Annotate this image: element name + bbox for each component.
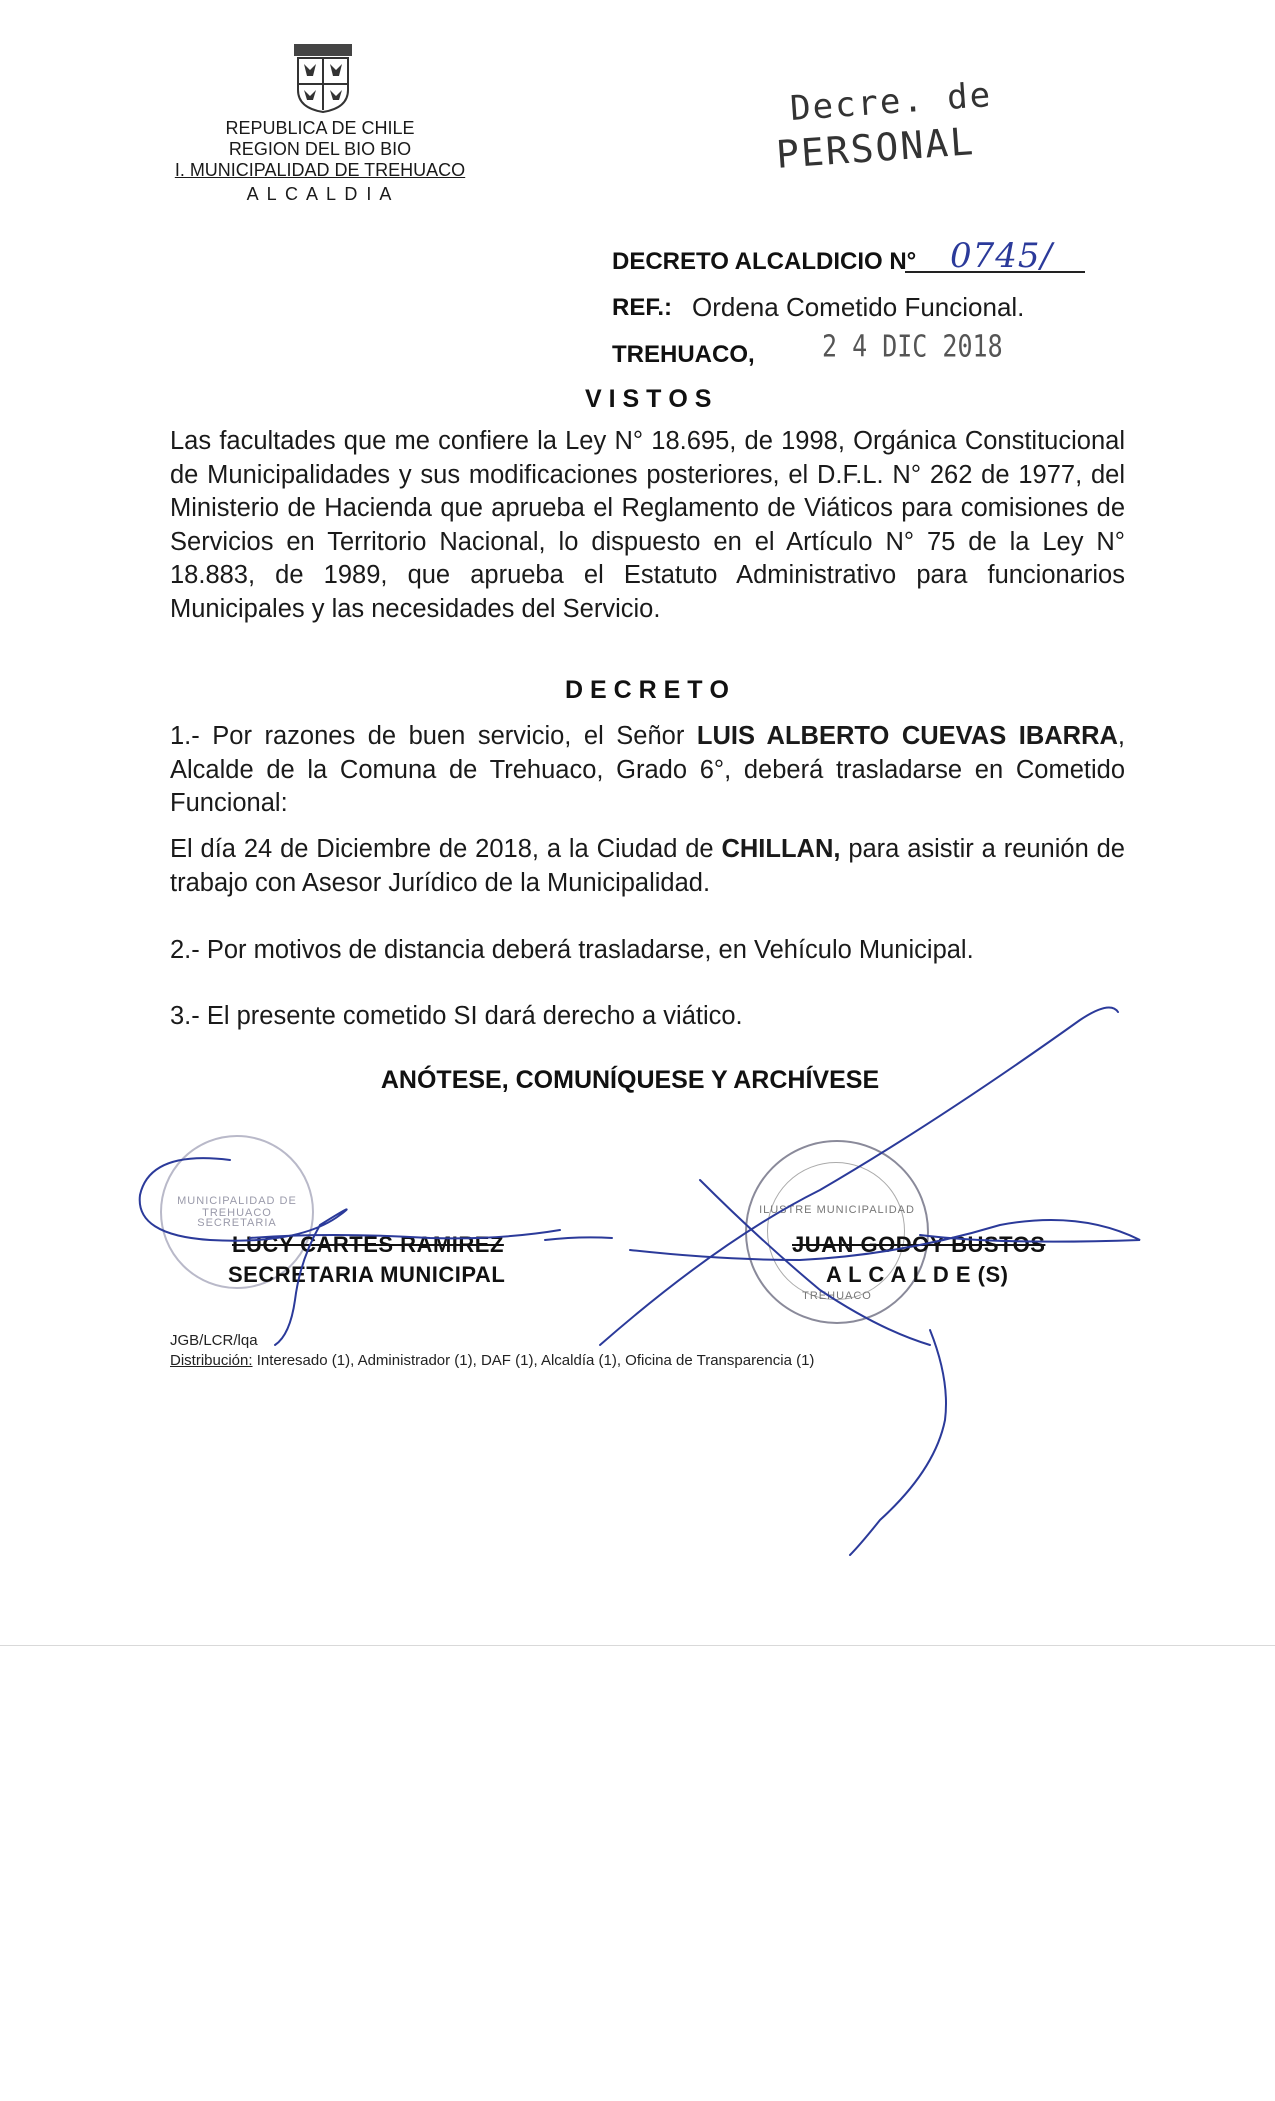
left-seal-text: MUNICIPALIDAD DE TREHUACO: [177, 1195, 297, 1219]
initials: JGB/LCR/lqa: [170, 1332, 258, 1349]
destination-city: CHILLAN,: [721, 835, 841, 863]
stamp-decree-type-line1: Decre. de: [788, 74, 994, 130]
letterhead-country: REPUBLICA DE CHILE: [225, 118, 415, 138]
place-label: TREHUACO,: [612, 341, 755, 368]
coat-of-arms-icon: [290, 42, 356, 114]
letterhead-region: REGION DEL BIO BIO: [228, 139, 412, 159]
ref-text: Ordena Cometido Funcional.: [692, 292, 1025, 322]
letterhead-office: A L C A L D I A: [246, 184, 394, 204]
official-name: LUIS ALBERTO CUEVAS IBARRA: [696, 722, 1118, 750]
decreto-item-3: 3.- El presente cometido SI dará derecho a viático.: [170, 1002, 743, 1030]
blank-margin: [0, 1645, 1275, 2101]
detail-rest: para asistir a reunión de trabajo con Asesor Jurídico de la Municipalidad.: [170, 835, 1125, 897]
decreto-item-1: [170, 720, 1125, 821]
detail-lead: El día 24 de Diciembre de 2018, a la Ciudad de: [170, 835, 722, 863]
decreto-item-1-lead: 1.- Por razones de buen servicio, el Señor: [170, 722, 697, 750]
right-signatory-name: JUAN GODOY BUSTOS: [792, 1232, 1046, 1257]
left-signatory-name: LUCY CARTES RAMIREZ: [232, 1232, 504, 1257]
left-seal-inner: SECRETARIA: [197, 1217, 277, 1229]
decreto-item-1-detail: [170, 833, 1125, 900]
distribution: [170, 1352, 1130, 1369]
decreto-item-2: 2.- Por motivos de distancia deberá trasladarse, en Vehículo Municipal.: [170, 936, 974, 964]
right-seal-bottom-text: TREHUACO: [802, 1290, 872, 1302]
letterhead-municipality: I. MUNICIPALIDAD DE TREHUACO: [174, 160, 466, 180]
date-stamp: 2 4 DIC 2018: [822, 329, 1003, 364]
right-signatory-title: A L C A L D E (S): [826, 1262, 1009, 1287]
right-seal-top-text: ILUSTRE MUNICIPALIDAD: [759, 1204, 915, 1216]
decree-number-handwritten: 0745/: [950, 236, 1053, 276]
closing-formula: ANÓTESE, COMUNÍQUESE Y ARCHÍVESE: [380, 1066, 880, 1094]
decreto-item-1-rest: , Alcalde de la Comuna de Trehuaco, Grado 6°, deberá trasladarse en Cometido Funcional:: [170, 722, 1126, 817]
stamp-decree-type-line2: PERSONAL: [774, 119, 977, 177]
vistos-heading: V I S T O S: [585, 385, 712, 413]
left-signatory-title: SECRETARIA MUNICIPAL: [228, 1262, 506, 1287]
decree-number-label: DECRETO ALCALDICIO N°: [612, 248, 917, 275]
decreto-heading: D E C R E T O: [565, 676, 729, 704]
distribution-label: Distribución:: [170, 1352, 253, 1369]
vistos-paragraph: Las facultades que me confiere la Ley N° 18.695, de 1998, Orgánica Constitucional de Municipalidades y sus modificaciones posteriores, el D.F.L. N° 262 de 1977, del Ministerio de Hacienda que aprueba el Reglamento de Viáticos para comisiones de Servicios en Territorio Nacional, lo dispuesto en el Artículo N° 75 de la Ley N° 18.883, de 1989, que aprueba el Estatuto Administrativo para funcionarios Municipales y las necesidades del Servicio.: [170, 427, 1125, 623]
ref-label: REF.:: [612, 294, 672, 321]
distribution-text: Interesado (1), Administrador (1), DAF (1), Alcaldía (1), Oficina de Transparencia (1): [252, 1352, 815, 1369]
